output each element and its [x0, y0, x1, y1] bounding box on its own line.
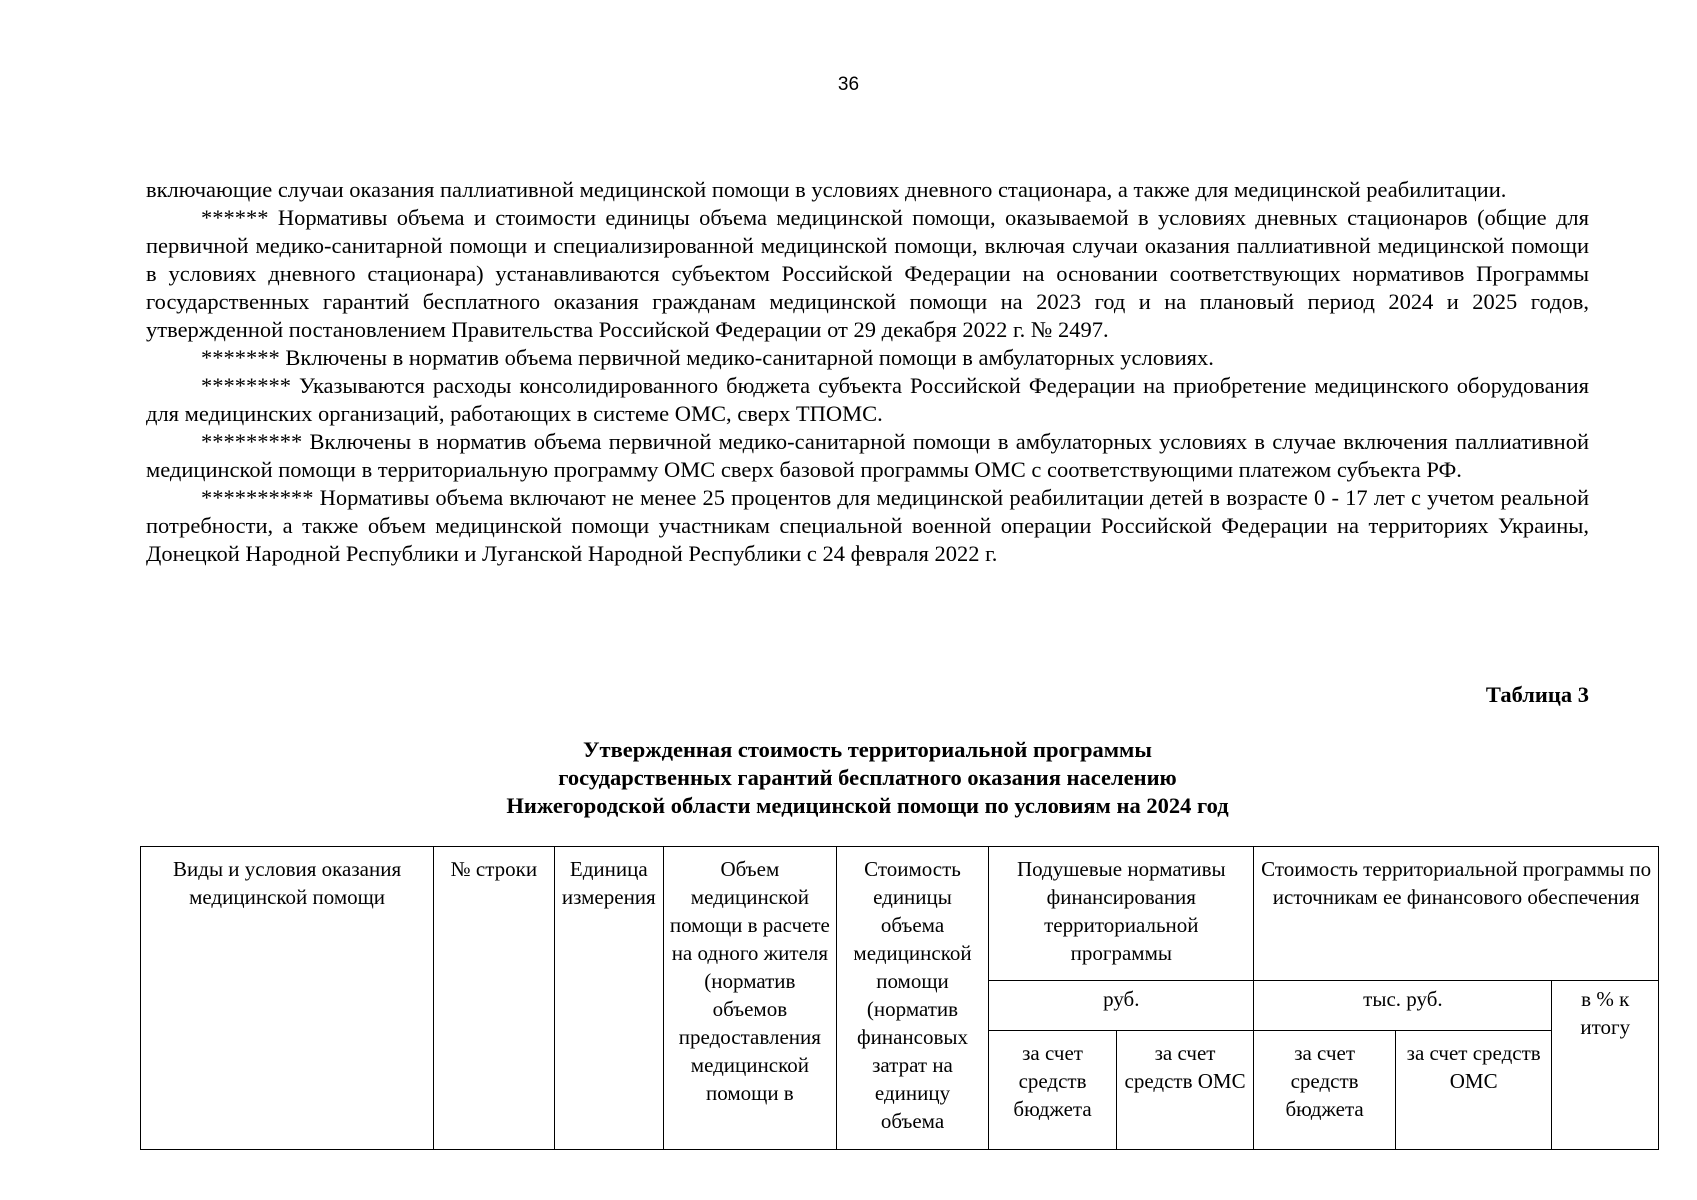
header-budget-funds: за счет средств бюджета — [989, 1031, 1117, 1150]
header-oms-funds-2: за счет средств ОМС — [1395, 1031, 1552, 1150]
header-unit: Единица измерения — [554, 847, 663, 1150]
table-title-line: Нижегородской области медицинской помощи по условиям на 2024 год — [506, 793, 1229, 818]
table-title-line: Утвержденная стоимость территориальной программы — [583, 737, 1152, 762]
header-budget-funds-2: за счет средств бюджета — [1254, 1031, 1396, 1150]
footnotes-text — [146, 176, 1589, 568]
header-volume-per-resident: Объем медицинской помощи в расчете на одного жителя (норматив объемов предоставления медицинской помощи в — [664, 847, 837, 1150]
footnote-9: ********* Включены в норматив объема первичной медико-санитарной помощи в амбулаторных условиях в случае включения паллиативной медицинской помощи в территориальную программу ОМС сверх базовой программы ОМС с соответствующими платежом субъекта РФ. — [146, 429, 1589, 482]
page-number: 36 — [837, 74, 860, 95]
header-row-number: № строки — [434, 847, 554, 1150]
header-per-capita-norms: Подушевые нормативы финансирования территориальной программы — [989, 847, 1254, 981]
header-oms-funds: за счет средств ОМС — [1116, 1031, 1254, 1150]
header-unit-rub: руб. — [989, 981, 1254, 1031]
cost-table — [140, 846, 1659, 1150]
header-unit-cost: Стоимость единицы объема медицинской помощи (норматив финансовых затрат на единицу объема — [836, 847, 989, 1150]
footnote-6: ****** Нормативы объема и стоимости единицы объема медицинской помощи, оказываемой в условиях дневных стационаров (общие для первичной медико-санитарной помощи и специализированной медицинской помощи, включая случаи оказания паллиативной медицинской помощи в условиях дневного стационара) устанавливаются субъектом Российской Федерации на основании соответствующих нормативов Программы государственных гарантий бесплатного оказания гражданам медицинской помощи на 2023 год и на плановый период 2024 и 2025 годов, утвержденной постановлением Правительства Российской Федерации от 29 декабря 2022 г. № 2497. — [146, 205, 1589, 342]
table-title — [146, 736, 1589, 820]
footnote-7: ******* Включены в норматив объема первичной медико-санитарной помощи в амбулаторных условиях. — [201, 345, 1214, 370]
header-percent-of-total: в % к итогу — [1552, 981, 1659, 1150]
header-unit-thousand-rub: тыс. руб. — [1254, 981, 1552, 1031]
header-cost-by-sources: Стоимость территориальной программы по источникам ее финансового обеспечения — [1254, 847, 1659, 981]
footnote-10: ********** Нормативы объема включают не менее 25 процентов для медицинской реабилитации детей в возрасте 0 - 17 лет с учетом реальной потребности, а также объем медицинской помощи участникам специальной военной операции Российской Федерации на территориях Украины, Донецкой Народной Республики и Луганской Народной Республики с 24 февраля 2022 г. — [146, 485, 1589, 566]
footnote-8: ******** Указываются расходы консолидированного бюджета субъекта Российской Федерации на приобретение медицинского оборудования для медицинских организаций, работающих в системе ОМС, сверх ТПОМС. — [146, 373, 1589, 426]
table-title-line: государственных гарантий бесплатного оказания населению — [558, 765, 1177, 790]
table-caption: Таблица 3 — [1485, 682, 1589, 707]
header-types-conditions: Виды и условия оказания медицинской помощи — [141, 847, 434, 1150]
paragraph-continuation: включающие случаи оказания паллиативной медицинской помощи в условиях дневного стационара, а также для медицинской реабилитации. — [146, 177, 1507, 202]
